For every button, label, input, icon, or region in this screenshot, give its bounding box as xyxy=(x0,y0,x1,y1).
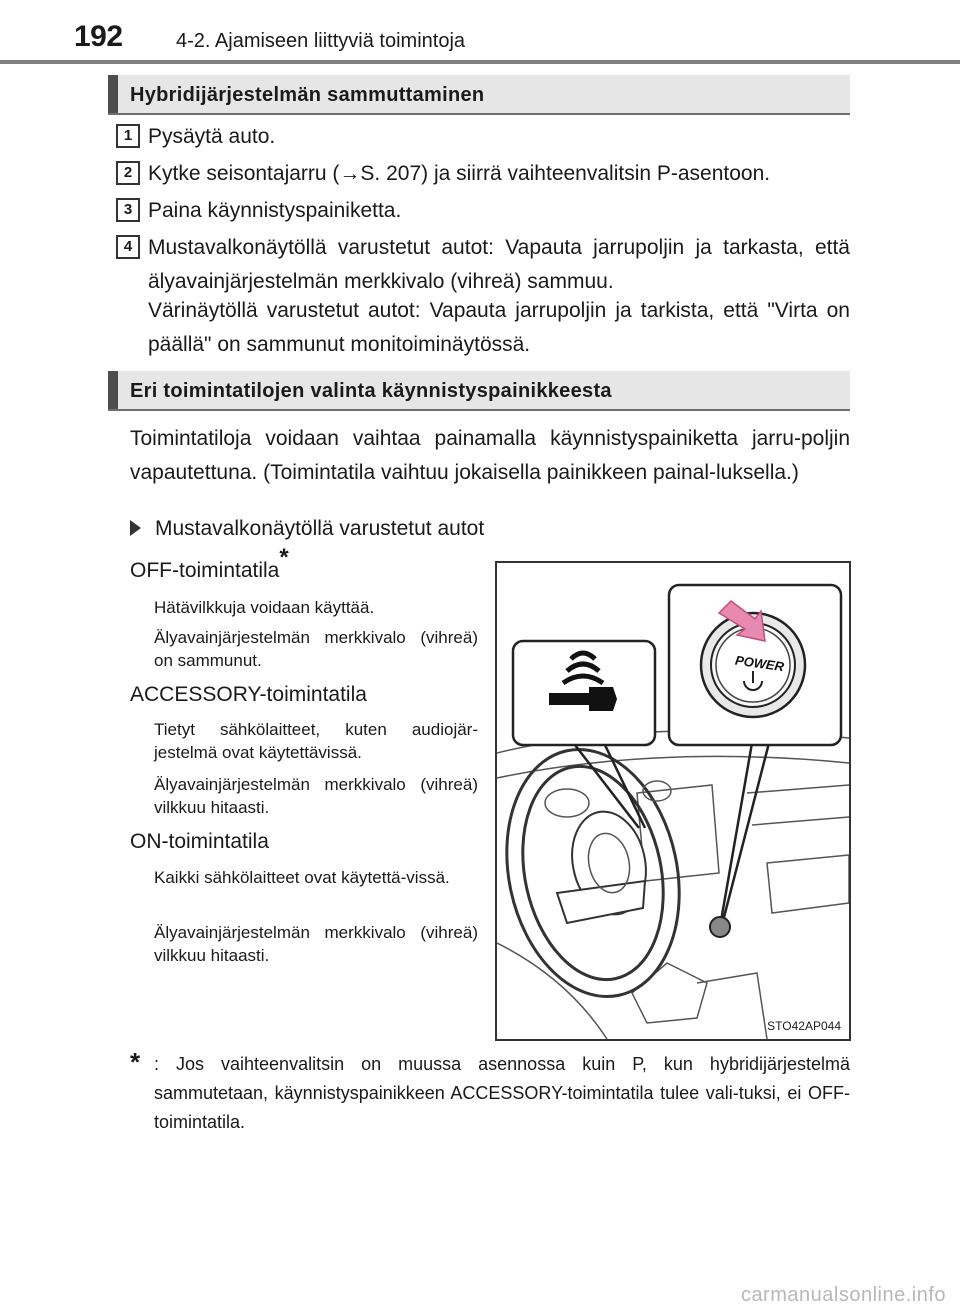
step-text: Mustavalkonäytöllä varustetut autot: Vapauta jarrupoljin ja tarkasta, että älyavainjärjestelmän merkkivalo (vihreä) sammuu. xyxy=(148,236,850,293)
figure-id: STO42AP044 xyxy=(767,1019,841,1033)
bullet-bw-display xyxy=(130,512,484,546)
mode-accessory-line-1: Tietyt sähkölaitteet, kuten audiojär-jestelmä ovat käytettävissä. xyxy=(154,720,478,762)
triangle-bullet-icon xyxy=(130,520,141,536)
heading-modes xyxy=(108,371,850,411)
step-number: 2 xyxy=(116,161,140,185)
power-button-label: POWER xyxy=(734,652,785,675)
heading-label: Eri toimintatilojen valinta käynnistyspainikkeesta xyxy=(130,380,612,402)
step-number: 3 xyxy=(116,198,140,222)
bullet-text: Mustavalkonäytöllä varustetut autot xyxy=(155,517,485,540)
header-rule xyxy=(0,60,960,64)
mode-accessory-title: ACCESSORY-toimintatila xyxy=(130,683,367,706)
footnote-text: : Jos vaihteenvalitsin on muussa asennossa kuin P, kun hybridijärjestelmä sammutetaan, käynnistyspainikkeen ACCESSORY-toimintatila tulee vali-tuksi, ei OFF-toimintatila. xyxy=(154,1054,850,1132)
mode-title-text: OFF-toimintatila xyxy=(130,559,280,582)
mode-off-line-2: Älyavainjärjestelmän merkkivalo (vihreä) on sammunut. xyxy=(154,628,478,670)
modes-intro: Toimintatiloja voidaan vaihtaa painamalla käynnistyspainiketta jarru-poljin vapautettuna. (Toimintatila vaihtuu jokaisella painikkeen painal-luksella.) xyxy=(130,427,850,484)
step-text: Paina käynnistyspainiketta. xyxy=(148,199,402,222)
mode-on-title: ON-toimintatila xyxy=(130,830,269,853)
step-number: 1 xyxy=(116,124,140,148)
step-text: Pysäytä auto. xyxy=(148,125,276,148)
step-text: Kytke seisontajarru (→S. 207) ja siirrä vaihteenvalitsin P-asentoon. xyxy=(148,162,771,185)
dash-power-button-icon xyxy=(710,917,730,937)
heading-accent xyxy=(108,371,118,409)
mode-on-line-2: Älyavainjärjestelmän merkkivalo (vihreä) vilkkuu hitaasti. xyxy=(154,923,478,965)
mode-on-line-1: Kaikki sähkölaitteet ovat käytettä-vissä. xyxy=(154,868,450,887)
dashboard-illustration xyxy=(497,563,849,1039)
heading-label: Hybridijärjestelmän sammuttaminen xyxy=(130,84,485,106)
mode-off-line-1: Hätävilkkuja voidaan käyttää. xyxy=(154,598,375,617)
step-number: 4 xyxy=(116,235,140,259)
page-number: 192 xyxy=(74,20,123,53)
mode-accessory-line-2: Älyavainjärjestelmän merkkivalo (vihreä) vilkkuu hitaasti. xyxy=(154,775,478,817)
mode-off-title xyxy=(130,544,289,586)
footnote-star: * xyxy=(279,544,289,571)
page-header xyxy=(0,0,960,66)
watermark: carmanualsonline.info xyxy=(740,1284,946,1306)
power-button-figure xyxy=(495,561,851,1041)
step-4-extra: Värinäytöllä varustetut autot: Vapauta jarrupoljin ja tarkista, että "Virta on päällä" on sammunut monitoiminäytössä. xyxy=(148,299,850,356)
heading-accent xyxy=(108,75,118,113)
footnote-marker: * xyxy=(130,1047,141,1077)
heading-shutdown xyxy=(108,75,850,115)
footnote xyxy=(130,1047,850,1137)
section-title: 4-2. Ajamiseen liittyviä toimintoja xyxy=(176,30,466,52)
